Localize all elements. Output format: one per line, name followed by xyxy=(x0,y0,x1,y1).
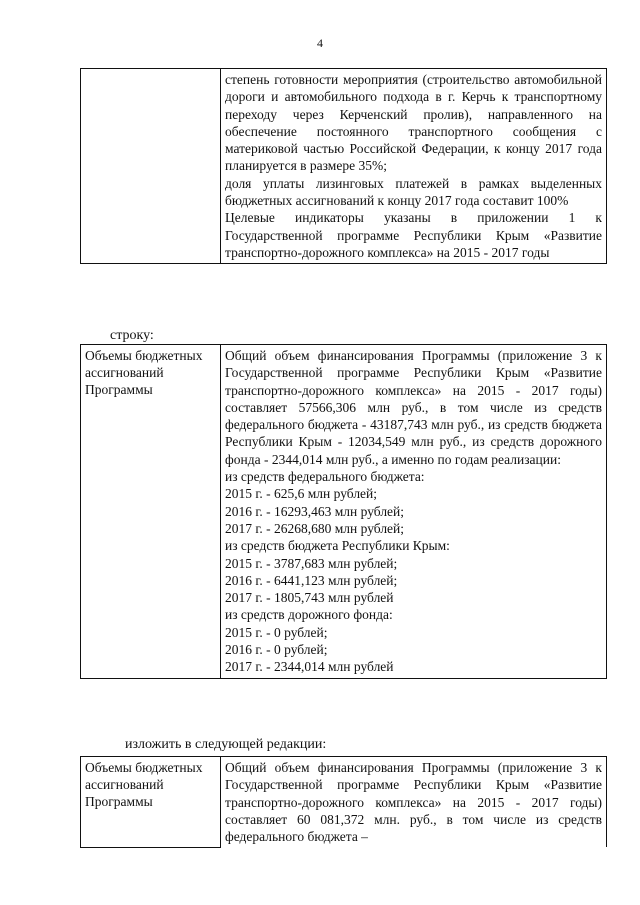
federal-2015: 2015 г. - 625,6 млн рублей; xyxy=(225,486,378,502)
crimea-2015: 2015 г. - 3787,683 млн рублей; xyxy=(225,555,398,571)
page-number: 4 xyxy=(317,36,323,50)
federal-heading: из средств федерального бюджета: xyxy=(225,469,425,485)
indicators-table xyxy=(80,68,607,264)
readiness-paragraph: степень готовности мероприятия (строительство автомобильной дороги и автомобильного подхода в г. Керчь к транспортному переходу через Керченский пролив), направленного на обеспечение постоянного транспортного сообщения с материковой частью Российской Федерации, к концу 2017 года планируется в размере 35%; xyxy=(225,72,602,174)
financing-intro: Общий объем финансирования Программы (приложение 3 к Государственной программе Республики Крым «Развитие транспортно-дорожного комплекса» на 2015 - 2017 годы) составляет 57566,306 млн руб., в том числе из средств федерального бюджета - 43187,743 млн руб., из средств бюджета Республики Крым - 12034,549 млн руб., из средств дорожного фонда - 2344,014 млн руб., а именно по годам реализации: xyxy=(225,348,602,467)
budget-label-cell: Объемы бюджетных ассигнований Программы xyxy=(81,345,221,679)
indicators-cell xyxy=(221,69,607,264)
table-row xyxy=(81,757,607,848)
target-indicators-paragraph: Целевые индикаторы указаны в приложении 1 к Государственной программе Республики Крым «Развитие транспортно-дорожного комплекса» на 2015 - 2017 годы xyxy=(225,210,602,260)
left-cell-empty xyxy=(81,69,221,264)
federal-2016: 2016 г. - 16293,463 млн рублей; xyxy=(225,503,405,519)
leasing-paragraph: доля уплаты лизинговых платежей в рамках выделенных бюджетных ассигнований к концу 2017 года составит 100% xyxy=(225,175,602,209)
table-row xyxy=(81,345,607,679)
table-row xyxy=(81,69,607,264)
crimea-2016: 2016 г. - 6441,123 млн рублей; xyxy=(225,572,398,588)
road-fund-2016: 2016 г. - 0 рублей; xyxy=(225,642,328,658)
edit-label: изложить в следующей редакции: xyxy=(125,737,327,752)
budget-new-cell: Общий объем финансирования Программы (приложение 3 к Государственной программе Республики Крым «Развитие транспортно-дорожного комплекса» на 2015 - 2017 годы) составляет 60 081,372 млн. руб., в том числе из средств федерального бюджета – xyxy=(221,757,607,848)
budget-table-old xyxy=(80,344,607,679)
budget-table-new xyxy=(80,756,607,848)
budget-details-cell xyxy=(221,345,607,679)
federal-2017: 2017 г. - 26268,680 млн рублей; xyxy=(225,520,405,536)
crimea-heading: из средств бюджета Республики Крым: xyxy=(225,538,450,554)
road-fund-2015: 2015 г. - 0 рублей; xyxy=(225,624,328,640)
road-fund-heading: из средств дорожного фонда: xyxy=(225,607,393,623)
road-fund-2017: 2017 г. - 2344,014 млн рублей xyxy=(225,659,394,675)
crimea-2017: 2017 г. - 1805,743 млн рублей xyxy=(225,590,394,606)
budget-label-cell: Объемы бюджетных ассигнований Программы xyxy=(81,757,221,848)
row-label: строку: xyxy=(110,328,154,343)
